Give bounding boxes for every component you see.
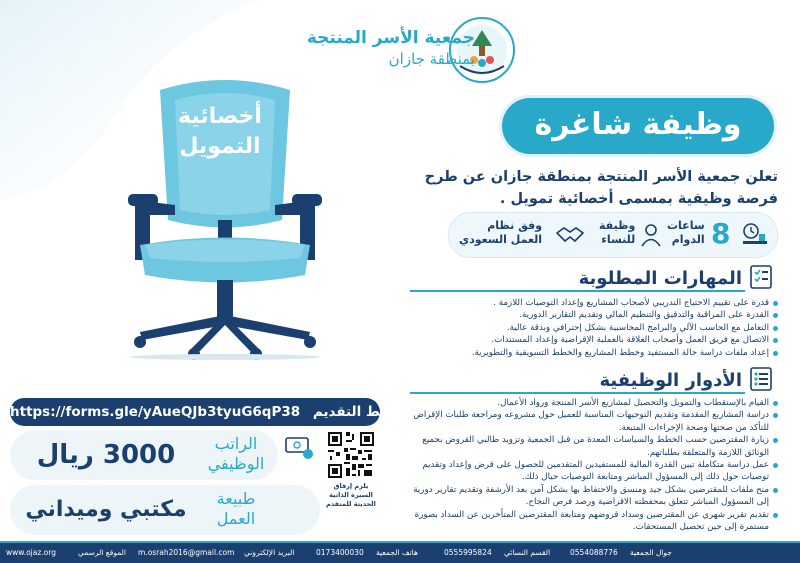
vacancy-banner: وظيفة شاغرة [502, 98, 774, 154]
application-link-bar[interactable] [10, 398, 398, 426]
law-line1: وفق نظام [487, 219, 543, 232]
job-title-line1: أخصائية [178, 104, 262, 129]
hours-label [667, 219, 705, 247]
handshake-icon [555, 223, 585, 247]
roles-list-icon [748, 366, 774, 392]
roles-divider [410, 392, 745, 394]
women-label [599, 219, 635, 247]
list-item: إعداد ملفات دراسة حالة المستفيد وخطط المشاريع والخطط التسويقية والتطويرية. [410, 347, 778, 359]
hours-line1: ساعات [667, 219, 705, 232]
salary-value: 3000 ريال [36, 440, 176, 470]
salary-label [196, 434, 276, 474]
work-nature-value: مكتبي وميداني [25, 497, 187, 522]
org-name-line1: جمعية الأسر المنتجة [306, 28, 475, 48]
job-title [160, 102, 280, 162]
list-item: قدرة على تقييم الاحتياج التدريبي لأصحاب المشاريع وإعداد التوصيات اللازمة . [410, 297, 778, 309]
announcement-line1: تعلن جمعية الأسر المنتجة بمنطقة جازان عن طرح [424, 169, 778, 185]
footer-women-label: القسم النسائي [504, 548, 551, 557]
skills-divider [410, 290, 745, 292]
hours-line2: الدوام [671, 233, 705, 246]
org-name-line2: بمنطقة جازان [388, 50, 475, 68]
list-item: التعامل مع الحاسب الآلي والبرامج المحاسبية بشكل إحترافي وبدقة عالية. [410, 322, 778, 334]
women-line1: وظيفة [599, 219, 636, 232]
footer-website-label: الموقع الرسمي [78, 548, 126, 557]
law-label [459, 219, 542, 247]
qr-caption-line1: يلزم إرفاق [333, 482, 369, 490]
footer-website[interactable]: www.ojaz.org [6, 548, 56, 557]
org-title [307, 28, 475, 68]
work-nature-label-line2: العمل [216, 509, 256, 528]
job-title-line2: التمويل [179, 134, 261, 159]
footer-mobile: 0554088776 [570, 548, 618, 557]
skills-heading: المهارات المطلوبة [578, 268, 742, 289]
job-info-strip [448, 212, 778, 258]
announcement-line2: فرصة وظيفية بمسمى أخصائية تمويل . [499, 191, 778, 207]
qr-caption-line2: السيرة الذاتية [329, 491, 373, 499]
list-item: تقديم تقرير شهري عن المقترضين وسداد قروضهم ومتابعة المقترضين المتأخرين عن السداد بصورة مستمرة إلى حين تحصيل المستحقات. [410, 509, 778, 534]
list-item: زيارة المقترضين حسب الخطط والسياسات المعدة من قبل الجمعية وتزويد طالبي القروض بجميع الوثائق اللازمة والمتعلقة بطلباتهم. [410, 434, 778, 459]
skills-list [410, 297, 778, 359]
women-line2: للنساء [601, 233, 636, 246]
qr-code[interactable] [326, 430, 376, 480]
application-label: رابط التقديم [312, 404, 398, 420]
footer-phone: 0173400030 [316, 548, 364, 557]
footer-mobile-label: جوال الجمعية [630, 548, 672, 557]
roles-heading: الأدوار الوظيفية [599, 370, 742, 391]
list-item: دراسة المشاريع المقدمة وتقديم التوجيهات المناسبة للعميل حول مشروعه ومراجعة طلبات الإقراض للتأكد من صحتها وصحة الإجراءات المتبعة. [410, 409, 778, 434]
work-nature-label-line1: طبيعة [216, 489, 256, 508]
work-nature-label [196, 489, 276, 529]
list-item: الاتصال مع فريق العمل وأصحاب العلاقة بالعملية الإقراضية وإعداد المستندات. [410, 334, 778, 346]
footer-phone-label: هاتف الجمعية [376, 548, 418, 557]
list-item: عمل دراسة متكاملة تبين القدرة المالية للمستفيدين المتقدمين للحصول على قرض وإعداد وتقديم توصيات حول ذلك إلى المسؤول المباشر ومتابعة التوصيات حيال ذلك. [410, 459, 778, 484]
footer-email[interactable]: m.osrah2016@gmail.com [138, 548, 235, 557]
money-icon [282, 432, 316, 462]
list-item: منح ملفات للمقترضين بشكل جيد ومنسق والاحتفاظ بها بشكل آمن بعد الأرشفة وتقديم تقارير دورية إلى المسؤول المباشر تتعلق بمحفظته الاقراضية ورصد فرص النجاح. [410, 484, 778, 509]
qr-caption [322, 482, 380, 509]
announcement [398, 166, 778, 210]
salary-label-line1: الراتب [214, 434, 258, 453]
footer [0, 543, 800, 563]
list-item: القدرة على المراقبة والتدقيق والتنظيم المالي وتقديم التقارير الدورية. [410, 309, 778, 321]
salary-label-line2: الوظيفي [207, 454, 265, 473]
qr-caption-line3: الحديثة للمتقدم [326, 500, 376, 508]
woman-icon [639, 223, 663, 247]
skills-checklist-icon [748, 264, 774, 290]
footer-email-label: البريد الإلكتروني [244, 548, 295, 557]
application-url[interactable]: https://forms.gle/yAueQJb3tyuG6qP38 [10, 404, 301, 420]
roles-list [410, 397, 778, 533]
hours-number: 8 [711, 217, 731, 250]
footer-women-phone: 0555995824 [444, 548, 492, 557]
list-item: القيام بالإستقطاب والتمويل والتحصيل لمشاريع الأسر المنتجة ورواد الأعمال. [410, 397, 778, 409]
law-line2: العمل السعودي [459, 233, 543, 246]
clock-desk-icon [741, 222, 769, 248]
